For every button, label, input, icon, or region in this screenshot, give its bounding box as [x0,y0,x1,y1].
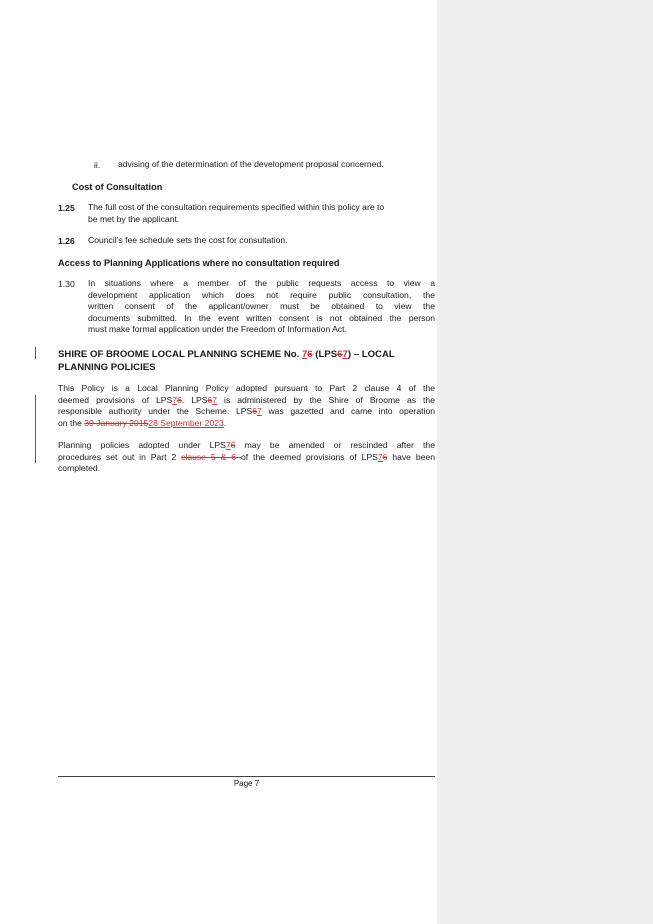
deleted-text: 30 January 2015 [84,417,149,428]
clause-1-25-text [88,202,435,225]
text-run: was gazetted and came into operation [261,406,436,417]
clause-1-30-text [88,278,435,336]
text-run: . [223,417,227,428]
clause-1-30-line: In situations where a member of the public requests access to view a [88,278,435,288]
paragraph-line [58,440,435,452]
clause-1-25-line2: be met by the applicant. [88,213,180,224]
inserted-text: 7 [301,349,308,360]
text-run: deemed provisions of LPS [58,394,173,405]
page-number: Page 7 [233,779,260,788]
comment-markup-pane [437,0,653,924]
inserted-text: 7 [257,406,262,417]
deleted-text: clause 5 & 6 [181,451,241,462]
inserted-text: 7 [377,451,383,462]
deleted-text: 6 [177,394,182,405]
inserted-text: 28 September 2023 [148,417,224,428]
list-item-ii-text: advising of the determination of the development proposal concerned. [118,159,384,169]
text-run: . LPS [181,394,208,405]
clause-1-30-line: written consent of the applicant/owner must be obtained to view the [88,301,435,312]
scheme-heading-suffix: ) – LOCAL [347,349,395,360]
deleted-text: 6 [207,394,213,405]
paragraph-line [58,395,435,407]
paragraph-line [58,406,435,418]
policy-paragraph-1 [58,383,435,429]
deleted-text: 6 [337,349,343,360]
inserted-text: 7 [172,394,178,405]
policy-paragraph-2 [58,440,435,475]
text-run: may be amended or rescinded after the [235,440,435,450]
text-run: of the deemed provisions of LPS [240,451,378,462]
paragraph-line [58,452,435,464]
deleted-text: 6 [382,451,388,462]
paragraph-line [58,418,435,430]
clause-1-30-line: development application which does not require public consultation, the [88,289,435,300]
deleted-text: 6 [230,440,236,450]
list-marker-ii: ii. [94,160,101,170]
text-run: Planning policies adopted under LPS [58,440,226,450]
scheme-heading-mid: (LPS [312,349,338,360]
scheme-heading-prefix: SHIRE OF BROOME LOCAL PLANNING SCHEME No. [58,349,302,360]
deleted-text: 6 [307,349,313,360]
clause-number-1-25: 1.25 [58,203,75,213]
cost-of-consultation-heading: Cost of Consultation [72,182,163,192]
text-run: on the [58,417,85,428]
clause-1-30-line: must make formal application under the Freedom of Information Act. [88,324,347,335]
paragraph-line: This Policy is a Local Planning Policy adopted pursuant to Part 2 clause 4 of the [58,383,435,393]
footer-divider [58,776,435,777]
text-run: responsible authority under the Scheme. LPS [58,406,253,417]
clause-1-26-text: Council’s fee schedule sets the cost for consultation. [88,235,288,245]
clause-1-30-line: documents submitted. In the event written consent is not obtained the person [88,312,435,323]
change-bar [35,395,36,463]
deleted-text: 6 [252,406,258,417]
paragraph-line: completed. [58,463,101,474]
inserted-text: 7 [225,440,231,450]
clause-number-1-30: 1.30 [58,279,75,289]
text-run: have been [387,451,435,462]
scheme-heading-line2: PLANNING POLICIES [58,362,156,373]
change-bar [35,347,36,359]
inserted-text: 7 [212,394,218,405]
scheme-heading [58,348,395,374]
text-run: procedures set out in Part 2 [58,451,182,462]
inserted-text: 7 [342,349,348,360]
clause-1-25-line1: The full cost of the consultation requirements specified within this policy are to [88,202,385,212]
clause-number-1-26: 1.26 [58,236,75,246]
text-run: is administered by the Shire of Broome as the [217,394,435,405]
access-planning-applications-heading: Access to Planning Applications where no consultation required [58,258,340,268]
